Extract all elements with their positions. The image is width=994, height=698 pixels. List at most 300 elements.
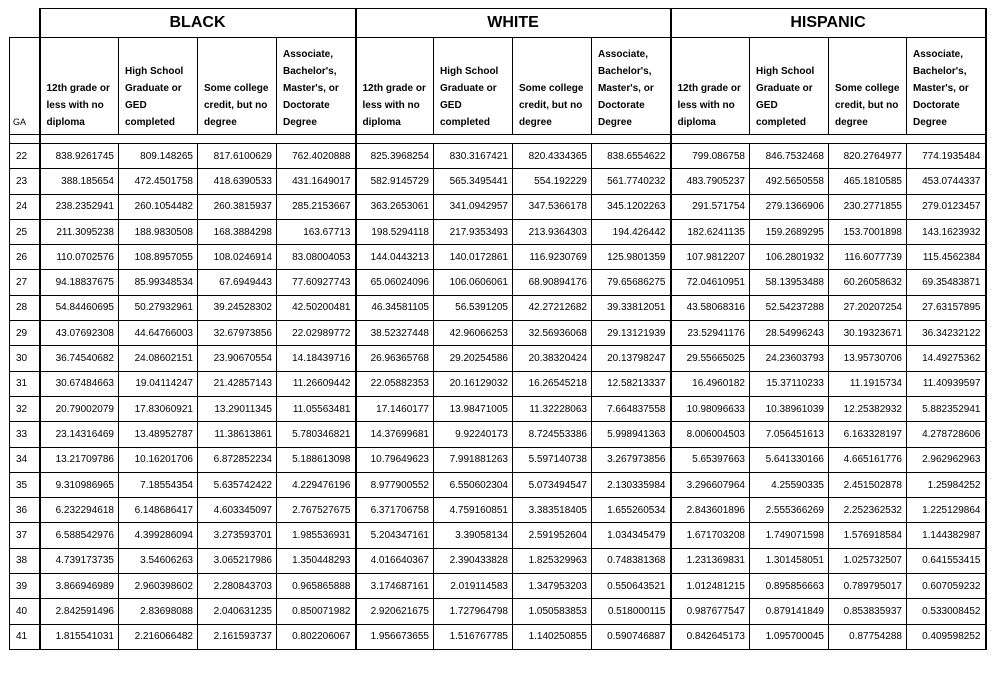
value-cell: 36.74540682: [40, 346, 119, 371]
col-header-black-degree: Associate, Bachelor's, Master's, or Doctorate Degree: [277, 38, 356, 135]
value-cell: 1.012481215: [671, 574, 750, 599]
value-cell: 260.1054482: [119, 194, 198, 219]
value-cell: 159.2689295: [750, 219, 829, 244]
value-cell: 1.516767785: [434, 624, 513, 649]
value-cell: 39.33812051: [592, 295, 671, 320]
value-cell: 29.20254586: [434, 346, 513, 371]
value-cell: 0.842645173: [671, 624, 750, 649]
value-cell: 0.590746887: [592, 624, 671, 649]
value-cell: 24.23603793: [750, 346, 829, 371]
value-cell: 2.962962963: [907, 447, 986, 472]
value-cell: 820.2764977: [829, 144, 907, 169]
value-cell: 198.5294118: [356, 219, 434, 244]
value-cell: 28.54996243: [750, 321, 829, 346]
value-cell: 762.4020888: [277, 144, 356, 169]
value-cell: 85.99348534: [119, 270, 198, 295]
value-cell: 0.641553415: [907, 548, 986, 573]
value-cell: 1.231369831: [671, 548, 750, 573]
col-header-black-no-diploma: 12th grade or less with no diploma: [40, 38, 119, 135]
value-cell: 11.1915734: [829, 371, 907, 396]
value-cell: 285.2153667: [277, 194, 356, 219]
value-cell: 1.095700045: [750, 624, 829, 649]
value-cell: 10.16201706: [119, 447, 198, 472]
value-cell: 809.148265: [119, 144, 198, 169]
value-cell: 1.034345479: [592, 523, 671, 548]
table-row: [10, 295, 986, 320]
value-cell: 110.0702576: [40, 245, 119, 270]
value-cell: 4.739173735: [40, 548, 119, 573]
ga-cell: 37: [10, 523, 40, 548]
value-cell: 1.025732507: [829, 548, 907, 573]
value-cell: 106.2801932: [750, 245, 829, 270]
value-cell: 1.815541031: [40, 624, 119, 649]
value-cell: 11.05563481: [277, 396, 356, 421]
value-cell: 363.2653061: [356, 194, 434, 219]
value-cell: 182.6241135: [671, 219, 750, 244]
value-cell: 65.06024096: [356, 270, 434, 295]
value-cell: 3.273593701: [198, 523, 277, 548]
ga-cell: 38: [10, 548, 40, 573]
table-body: [10, 144, 986, 650]
value-cell: 4.229476196: [277, 472, 356, 497]
col-header-hispanic-degree: Associate, Bachelor's, Master's, or Doctorate Degree: [907, 38, 986, 135]
value-cell: 94.18837675: [40, 270, 119, 295]
table-row: [10, 169, 986, 194]
ga-cell: 39: [10, 574, 40, 599]
value-cell: 194.426442: [592, 219, 671, 244]
ga-cell: 31: [10, 371, 40, 396]
value-cell: 8.006004503: [671, 422, 750, 447]
spacer-cell: [10, 135, 40, 144]
table-row: [10, 371, 986, 396]
value-cell: 30.19323671: [829, 321, 907, 346]
value-cell: 5.882352941: [907, 396, 986, 421]
value-cell: 54.84460695: [40, 295, 119, 320]
value-cell: 1.050583853: [513, 599, 592, 624]
ga-cell: 28: [10, 295, 40, 320]
value-cell: 820.4334365: [513, 144, 592, 169]
value-cell: 24.08602151: [119, 346, 198, 371]
value-cell: 465.1810585: [829, 169, 907, 194]
mortality-table: [9, 8, 987, 650]
value-cell: 0.879141849: [750, 599, 829, 624]
value-cell: 13.48952787: [119, 422, 198, 447]
value-cell: 561.7740232: [592, 169, 671, 194]
value-cell: 1.956673655: [356, 624, 434, 649]
value-cell: 472.4501758: [119, 169, 198, 194]
table-row: [10, 548, 986, 573]
group-header-row: [10, 9, 986, 38]
value-cell: 13.29011345: [198, 396, 277, 421]
value-cell: 5.780346821: [277, 422, 356, 447]
value-cell: 0.409598252: [907, 624, 986, 649]
column-header-row: [10, 38, 986, 135]
ga-cell: 25: [10, 219, 40, 244]
table-row: [10, 422, 986, 447]
value-cell: 52.54237288: [750, 295, 829, 320]
value-cell: 9.92240173: [434, 422, 513, 447]
value-cell: 1.576918584: [829, 523, 907, 548]
value-cell: 3.065217986: [198, 548, 277, 573]
value-cell: 2.252362532: [829, 498, 907, 523]
value-cell: 23.52941176: [671, 321, 750, 346]
col-header-hispanic-some-college: Some college credit, but no degree: [829, 38, 907, 135]
value-cell: 13.98471005: [434, 396, 513, 421]
table-row: [10, 574, 986, 599]
value-cell: 10.79649623: [356, 447, 434, 472]
value-cell: 492.5650558: [750, 169, 829, 194]
value-cell: 9.310986965: [40, 472, 119, 497]
header-spacer-row: [10, 135, 986, 144]
value-cell: 8.977900552: [356, 472, 434, 497]
value-cell: 0.607059232: [907, 574, 986, 599]
value-cell: 17.1460177: [356, 396, 434, 421]
value-cell: 0.850071982: [277, 599, 356, 624]
table-row: [10, 321, 986, 346]
value-cell: 5.188613098: [277, 447, 356, 472]
value-cell: 32.67973856: [198, 321, 277, 346]
value-cell: 0.987677547: [671, 599, 750, 624]
value-cell: 10.38961039: [750, 396, 829, 421]
col-header-hispanic-no-diploma: 12th grade or less with no diploma: [671, 38, 750, 135]
corner-cell: [10, 9, 40, 38]
value-cell: 11.26609442: [277, 371, 356, 396]
value-cell: 830.3167421: [434, 144, 513, 169]
value-cell: 3.866946989: [40, 574, 119, 599]
ga-cell: 26: [10, 245, 40, 270]
value-cell: 388.185654: [40, 169, 119, 194]
value-cell: 42.27212682: [513, 295, 592, 320]
value-cell: 838.6554622: [592, 144, 671, 169]
value-cell: 279.0123457: [907, 194, 986, 219]
value-cell: 3.296607964: [671, 472, 750, 497]
value-cell: 3.267973856: [592, 447, 671, 472]
value-cell: 17.83060921: [119, 396, 198, 421]
value-cell: 2.216066482: [119, 624, 198, 649]
value-cell: 0.789795017: [829, 574, 907, 599]
spacer-cell: [356, 135, 671, 144]
value-cell: 39.24528302: [198, 295, 277, 320]
ga-cell: 23: [10, 169, 40, 194]
value-cell: 1.350448293: [277, 548, 356, 573]
value-cell: 1.985536931: [277, 523, 356, 548]
value-cell: 1.347953203: [513, 574, 592, 599]
value-cell: 2.591952604: [513, 523, 592, 548]
value-cell: 43.07692308: [40, 321, 119, 346]
value-cell: 83.08004053: [277, 245, 356, 270]
value-cell: 230.2771855: [829, 194, 907, 219]
ga-cell: 41: [10, 624, 40, 649]
value-cell: 279.1366906: [750, 194, 829, 219]
value-cell: 12.25382932: [829, 396, 907, 421]
value-cell: 7.664837558: [592, 396, 671, 421]
value-cell: 4.603345097: [198, 498, 277, 523]
value-cell: 0.895856663: [750, 574, 829, 599]
table-row: [10, 346, 986, 371]
value-cell: 5.65397663: [671, 447, 750, 472]
value-cell: 77.60927743: [277, 270, 356, 295]
value-cell: 13.95730706: [829, 346, 907, 371]
table-row: [10, 270, 986, 295]
value-cell: 341.0942957: [434, 194, 513, 219]
value-cell: 2.280843703: [198, 574, 277, 599]
value-cell: 16.26545218: [513, 371, 592, 396]
value-cell: 2.130335984: [592, 472, 671, 497]
value-cell: 108.8957055: [119, 245, 198, 270]
value-cell: 58.13953488: [750, 270, 829, 295]
value-cell: 0.802206067: [277, 624, 356, 649]
value-cell: 6.232294618: [40, 498, 119, 523]
value-cell: 5.597140738: [513, 447, 592, 472]
value-cell: 6.588542976: [40, 523, 119, 548]
value-cell: 0.853835937: [829, 599, 907, 624]
table-row: [10, 219, 986, 244]
value-cell: 32.56936068: [513, 321, 592, 346]
value-cell: 163.67713: [277, 219, 356, 244]
table-container: [9, 8, 987, 650]
value-cell: 144.0443213: [356, 245, 434, 270]
table-row: [10, 472, 986, 497]
value-cell: 2.842591496: [40, 599, 119, 624]
value-cell: 238.2352941: [40, 194, 119, 219]
value-cell: 817.6100629: [198, 144, 277, 169]
value-cell: 213.9364303: [513, 219, 592, 244]
value-cell: 14.37699681: [356, 422, 434, 447]
value-cell: 0.965865888: [277, 574, 356, 599]
value-cell: 483.7905237: [671, 169, 750, 194]
value-cell: 11.40939597: [907, 371, 986, 396]
value-cell: 20.79002079: [40, 396, 119, 421]
value-cell: 4.665161776: [829, 447, 907, 472]
value-cell: 67.6949443: [198, 270, 277, 295]
value-cell: 565.3495441: [434, 169, 513, 194]
col-header-black-hs-ged: High School Graduate or GED completed: [119, 38, 198, 135]
value-cell: 10.98096633: [671, 396, 750, 421]
value-cell: 453.0744337: [907, 169, 986, 194]
value-cell: 23.90670554: [198, 346, 277, 371]
value-cell: 418.6390533: [198, 169, 277, 194]
value-cell: 774.1935484: [907, 144, 986, 169]
value-cell: 291.571754: [671, 194, 750, 219]
value-cell: 846.7532468: [750, 144, 829, 169]
group-header-white: WHITE: [356, 9, 671, 38]
value-cell: 1.301458051: [750, 548, 829, 573]
value-cell: 36.34232122: [907, 321, 986, 346]
ga-cell: 36: [10, 498, 40, 523]
value-cell: 3.174687161: [356, 574, 434, 599]
value-cell: 108.0246914: [198, 245, 277, 270]
value-cell: 6.163328197: [829, 422, 907, 447]
ga-cell: 40: [10, 599, 40, 624]
value-cell: 7.18554354: [119, 472, 198, 497]
value-cell: 72.04610951: [671, 270, 750, 295]
value-cell: 27.63157895: [907, 295, 986, 320]
value-cell: 5.204347161: [356, 523, 434, 548]
ga-header: GA: [10, 38, 40, 135]
value-cell: 19.04114247: [119, 371, 198, 396]
value-cell: 260.3815937: [198, 194, 277, 219]
value-cell: 211.3095238: [40, 219, 119, 244]
value-cell: 3.54606263: [119, 548, 198, 573]
value-cell: 1.25984252: [907, 472, 986, 497]
spacer-cell: [40, 135, 356, 144]
value-cell: 2.451502878: [829, 472, 907, 497]
value-cell: 68.90894176: [513, 270, 592, 295]
value-cell: 69.35483871: [907, 270, 986, 295]
value-cell: 6.872852234: [198, 447, 277, 472]
value-cell: 153.7001898: [829, 219, 907, 244]
value-cell: 143.1623932: [907, 219, 986, 244]
value-cell: 217.9353493: [434, 219, 513, 244]
value-cell: 838.9261745: [40, 144, 119, 169]
value-cell: 21.42857143: [198, 371, 277, 396]
group-header-hispanic: HISPANIC: [671, 9, 986, 38]
value-cell: 29.13121939: [592, 321, 671, 346]
value-cell: 3.383518405: [513, 498, 592, 523]
value-cell: 125.9801359: [592, 245, 671, 270]
value-cell: 6.148686417: [119, 498, 198, 523]
value-cell: 4.25590335: [750, 472, 829, 497]
value-cell: 20.16129032: [434, 371, 513, 396]
value-cell: 4.399286094: [119, 523, 198, 548]
value-cell: 1.140250855: [513, 624, 592, 649]
value-cell: 15.37110233: [750, 371, 829, 396]
value-cell: 16.4960182: [671, 371, 750, 396]
value-cell: 554.192229: [513, 169, 592, 194]
value-cell: 5.073494547: [513, 472, 592, 497]
value-cell: 5.635742422: [198, 472, 277, 497]
ga-cell: 27: [10, 270, 40, 295]
value-cell: 0.550643521: [592, 574, 671, 599]
value-cell: 3.39058134: [434, 523, 513, 548]
col-header-white-hs-ged: High School Graduate or GED completed: [434, 38, 513, 135]
value-cell: 2.040631235: [198, 599, 277, 624]
value-cell: 4.278728606: [907, 422, 986, 447]
value-cell: 7.056451613: [750, 422, 829, 447]
value-cell: 30.67484663: [40, 371, 119, 396]
value-cell: 345.1202263: [592, 194, 671, 219]
value-cell: 1.225129864: [907, 498, 986, 523]
value-cell: 60.26058632: [829, 270, 907, 295]
value-cell: 1.825329963: [513, 548, 592, 573]
value-cell: 2.767527675: [277, 498, 356, 523]
value-cell: 1.655260534: [592, 498, 671, 523]
value-cell: 0.748381368: [592, 548, 671, 573]
value-cell: 1.727964798: [434, 599, 513, 624]
table-row: [10, 245, 986, 270]
value-cell: 56.5391205: [434, 295, 513, 320]
value-cell: 2.555366269: [750, 498, 829, 523]
value-cell: 12.58213337: [592, 371, 671, 396]
value-cell: 188.9830508: [119, 219, 198, 244]
value-cell: 4.016640367: [356, 548, 434, 573]
col-header-black-some-college: Some college credit, but no degree: [198, 38, 277, 135]
col-header-white-some-college: Some college credit, but no degree: [513, 38, 592, 135]
value-cell: 38.52327448: [356, 321, 434, 346]
table-row: [10, 599, 986, 624]
ga-cell: 33: [10, 422, 40, 447]
ga-cell: 24: [10, 194, 40, 219]
value-cell: 22.02989772: [277, 321, 356, 346]
value-cell: 4.759160851: [434, 498, 513, 523]
value-cell: 2.161593737: [198, 624, 277, 649]
value-cell: 22.05882353: [356, 371, 434, 396]
value-cell: 2.920621675: [356, 599, 434, 624]
table-row: [10, 624, 986, 649]
value-cell: 1.144382987: [907, 523, 986, 548]
value-cell: 107.9812207: [671, 245, 750, 270]
value-cell: 20.38320424: [513, 346, 592, 371]
value-cell: 44.64766003: [119, 321, 198, 346]
value-cell: 7.991881263: [434, 447, 513, 472]
value-cell: 2.83698088: [119, 599, 198, 624]
value-cell: 431.1649017: [277, 169, 356, 194]
value-cell: 42.50200481: [277, 295, 356, 320]
value-cell: 42.96066253: [434, 321, 513, 346]
value-cell: 106.0606061: [434, 270, 513, 295]
ga-cell: 22: [10, 144, 40, 169]
value-cell: 26.96365768: [356, 346, 434, 371]
value-cell: 13.21709786: [40, 447, 119, 472]
value-cell: 27.20207254: [829, 295, 907, 320]
value-cell: 1.671703208: [671, 523, 750, 548]
value-cell: 20.13798247: [592, 346, 671, 371]
col-header-white-no-diploma: 12th grade or less with no diploma: [356, 38, 434, 135]
value-cell: 2.843601896: [671, 498, 750, 523]
value-cell: 582.9145729: [356, 169, 434, 194]
ga-cell: 34: [10, 447, 40, 472]
value-cell: 1.749071598: [750, 523, 829, 548]
value-cell: 50.27932961: [119, 295, 198, 320]
group-header-black: BLACK: [40, 9, 356, 38]
table-row: [10, 447, 986, 472]
value-cell: 140.0172861: [434, 245, 513, 270]
value-cell: 8.724553386: [513, 422, 592, 447]
value-cell: 5.641330166: [750, 447, 829, 472]
value-cell: 825.3968254: [356, 144, 434, 169]
value-cell: 11.32228063: [513, 396, 592, 421]
spacer-cell: [671, 135, 986, 144]
value-cell: 799.086758: [671, 144, 750, 169]
value-cell: 0.87754288: [829, 624, 907, 649]
value-cell: 29.55665025: [671, 346, 750, 371]
value-cell: 14.18439716: [277, 346, 356, 371]
value-cell: 2.960398602: [119, 574, 198, 599]
value-cell: 6.550602304: [434, 472, 513, 497]
value-cell: 79.65686275: [592, 270, 671, 295]
value-cell: 5.998941363: [592, 422, 671, 447]
value-cell: 46.34581105: [356, 295, 434, 320]
ga-cell: 32: [10, 396, 40, 421]
col-header-hispanic-hs-ged: High School Graduate or GED completed: [750, 38, 829, 135]
value-cell: 6.371706758: [356, 498, 434, 523]
ga-cell: 29: [10, 321, 40, 346]
table-row: [10, 194, 986, 219]
ga-cell: 35: [10, 472, 40, 497]
value-cell: 0.518000115: [592, 599, 671, 624]
value-cell: 168.3884298: [198, 219, 277, 244]
value-cell: 116.6077739: [829, 245, 907, 270]
value-cell: 14.49275362: [907, 346, 986, 371]
value-cell: 23.14316469: [40, 422, 119, 447]
col-header-white-degree: Associate, Bachelor's, Master's, or Doctorate Degree: [592, 38, 671, 135]
table-row: [10, 396, 986, 421]
value-cell: 115.4562384: [907, 245, 986, 270]
table-row: [10, 144, 986, 169]
table-row: [10, 498, 986, 523]
ga-cell: 30: [10, 346, 40, 371]
value-cell: 0.533008452: [907, 599, 986, 624]
